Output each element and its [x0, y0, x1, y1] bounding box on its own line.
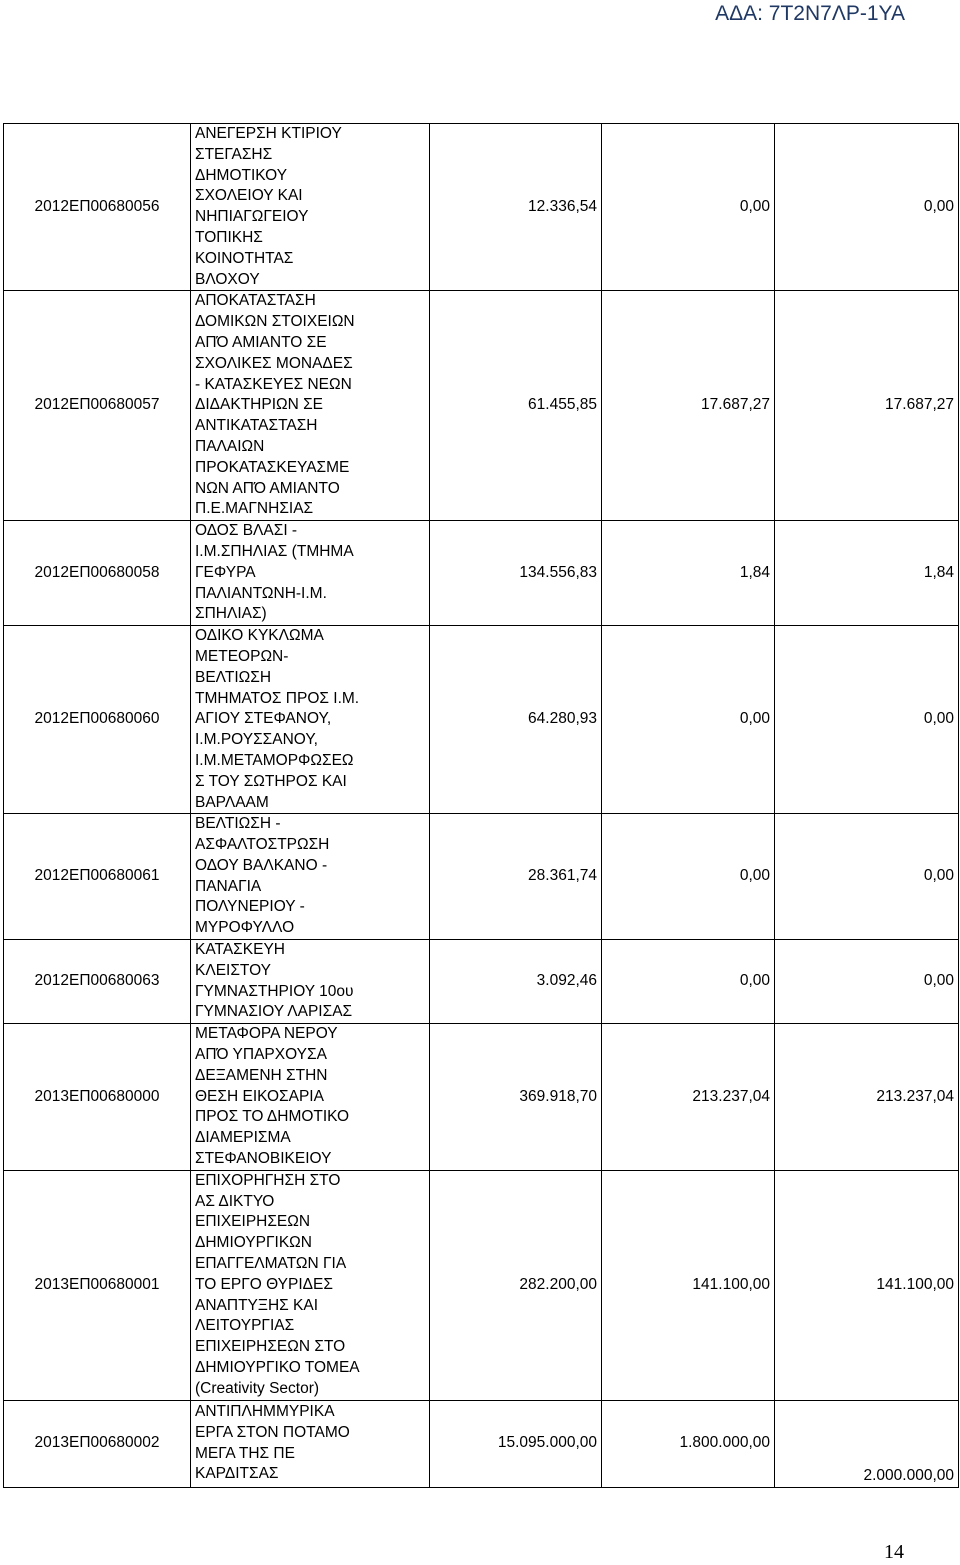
table-row [4, 521, 959, 626]
amount-3: 17.687,27 [775, 291, 959, 521]
amount-1: 282.200,00 [430, 1170, 602, 1400]
amount-3: 0,00 [775, 124, 959, 291]
table-row [4, 814, 959, 940]
project-code: 2012ΕΠ00680063 [4, 940, 191, 1024]
table-row [4, 1400, 959, 1487]
amount-2: 213.237,04 [602, 1024, 775, 1171]
project-code: 2013ΕΠ00680000 [4, 1024, 191, 1171]
amount-2: 17.687,27 [602, 291, 775, 521]
project-description: ΕΠΙΧΟΡΗΓΗΣΗ ΣΤΟ ΑΣ ΔΙΚΤΥΟ ΕΠΙΧΕΙΡΗΣΕΩΝ ΔΗΜΙΟΥΡΓΙΚΩΝ ΕΠΑΓΓΕΛΜΑΤΩΝ ΓΙΑ ΤΟ ΕΡΓΟ ΘΥΡΙΔΕΣ ΑΝΑΠΤΥΞΗΣ ΚΑΙ ΛΕΙΤΟΥΡΓΙΑΣ ΕΠΙΧΕΙΡΗΣΕΩΝ ΣΤΟ ΔΗΜΙΟΥΡΓΙΚΟ ΤΟΜΕΑ (Creativity Sector) [191, 1170, 430, 1400]
project-description: ΒΕΛΤΙΩΣΗ - ΑΣΦΑΛΤΟΣΤΡΩΣΗ ΟΔΟΥ ΒΑΛΚΑΝΟ - ΠΑΝΑΓΙΑ ΠΟΛΥΝΕΡΙΟΥ - ΜΥΡΟΦΥΛΛΟ [191, 814, 430, 940]
table-row [4, 124, 959, 291]
projects-table [3, 123, 959, 1488]
amount-1: 15.095.000,00 [430, 1400, 602, 1487]
amount-3: 0,00 [775, 940, 959, 1024]
table-row [4, 1024, 959, 1171]
amount-3: 213.237,04 [775, 1024, 959, 1171]
project-description: ΟΔΟΣ ΒΛΑΣΙ - Ι.Μ.ΣΠΗΛΙΑΣ (ΤΜΗΜΑ ΓΕΦΥΡΑ ΠΑΛΙΑΝΤΩΝΗ-Ι.Μ. ΣΠΗΛΙΑΣ) [191, 521, 430, 626]
amount-2: 0,00 [602, 814, 775, 940]
table-row [4, 1170, 959, 1400]
amount-1: 134.556,83 [430, 521, 602, 626]
amount-3: 141.100,00 [775, 1170, 959, 1400]
table-row [4, 291, 959, 521]
project-description: ΑΝΤΙΠΛΗΜΜΥΡΙΚΑ ΕΡΓΑ ΣΤΟΝ ΠΟΤΑΜΟ ΜΕΓΑ ΤΗΣ ΠΕ ΚΑΡΔΙΤΣΑΣ [191, 1400, 430, 1487]
table-row [4, 940, 959, 1024]
amount-3: 0,00 [775, 814, 959, 940]
project-code: 2012ΕΠ00680056 [4, 124, 191, 291]
amount-3: 1,84 [775, 521, 959, 626]
amount-3: 0,00 [775, 626, 959, 814]
project-code: 2012ΕΠ00680057 [4, 291, 191, 521]
amount-2: 1,84 [602, 521, 775, 626]
amount-2: 0,00 [602, 626, 775, 814]
project-code: 2013ΕΠ00680002 [4, 1400, 191, 1487]
amount-2: 0,00 [602, 940, 775, 1024]
project-code: 2013ΕΠ00680001 [4, 1170, 191, 1400]
project-code: 2012ΕΠ00680061 [4, 814, 191, 940]
amount-1: 61.455,85 [430, 291, 602, 521]
amount-1: 369.918,70 [430, 1024, 602, 1171]
project-description: ΑΝΕΓΕΡΣΗ ΚΤΙΡΙΟΥ ΣΤΕΓΑΣΗΣ ΔΗΜΟΤΙΚΟΥ ΣΧΟΛΕΙΟΥ ΚΑΙ ΝΗΠΙΑΓΩΓΕΙΟΥ ΤΟΠΙΚΗΣ ΚΟΙΝΟΤΗΤΑΣ ΒΛΟΧΟΥ [191, 124, 430, 291]
amount-1: 12.336,54 [430, 124, 602, 291]
ada-header: ΑΔΑ: 7Τ2Ν7ΛΡ-1ΥΑ [715, 2, 905, 25]
project-description: ΚΑΤΑΣΚΕΥΗ ΚΛΕΙΣΤΟΥ ΓΥΜΝΑΣΤΗΡΙΟΥ 10ου ΓΥΜΝΑΣΙΟΥ ΛΑΡΙΣΑΣ [191, 940, 430, 1024]
amount-2: 0,00 [602, 124, 775, 291]
table-row [4, 626, 959, 814]
amount-1: 28.361,74 [430, 814, 602, 940]
amount-2: 1.800.000,00 [602, 1400, 775, 1487]
amount-1: 64.280,93 [430, 626, 602, 814]
amount-3: 2.000.000,00 [775, 1400, 959, 1487]
project-code: 2012ΕΠ00680058 [4, 521, 191, 626]
project-description: ΑΠΟΚΑΤΑΣΤΑΣΗ ΔΟΜΙΚΩΝ ΣΤΟΙΧΕΙΩΝ ΑΠΌ ΑΜΙΑΝΤΟ ΣΕ ΣΧΟΛΙΚΕΣ ΜΟΝΑΔΕΣ - ΚΑΤΑΣΚΕΥΕΣ ΝΕΩΝ ΔΙΔΑΚΤΗΡΙΩΝ ΣΕ ΑΝΤΙΚΑΤΑΣΤΑΣΗ ΠΑΛΑΙΩΝ ΠΡΟΚΑΤΑΣΚΕΥΑΣΜΕ ΝΩΝ ΑΠΌ ΑΜΙΑΝΤΟ Π.Ε.ΜΑΓΝΗΣΙΑΣ [191, 291, 430, 521]
project-description: ΜΕΤΑΦΟΡΑ ΝΕΡΟΥ ΑΠΌ ΥΠΑΡΧΟΥΣΑ ΔΕΞΑΜΕΝΗ ΣΤΗΝ ΘΕΣΗ ΕΙΚΟΣΑΡΙΑ ΠΡΟΣ ΤΟ ΔΗΜΟΤΙΚΟ ΔΙΑΜΕΡΙΣΜΑ ΣΤΕΦΑΝΟΒΙΚΕΙΟΥ [191, 1024, 430, 1171]
amount-1: 3.092,46 [430, 940, 602, 1024]
project-description: ΟΔΙΚΟ ΚΥΚΛΩΜΑ ΜΕΤΕΟΡΩΝ- ΒΕΛΤΙΩΣΗ ΤΜΗΜΑΤΟΣ ΠΡΟΣ Ι.Μ. ΑΓΙΟΥ ΣΤΕΦΑΝΟΥ, Ι.Μ.ΡΟΥΣΣΑΝΟΥ, Ι.Μ.ΜΕΤΑΜΟΡΦΩΣΕΩ Σ ΤΟΥ ΣΩΤΗΡΟΣ ΚΑΙ ΒΑΡΛΑΑΜ [191, 626, 430, 814]
page-number: 14 [884, 1541, 904, 1563]
project-code: 2012ΕΠ00680060 [4, 626, 191, 814]
amount-2: 141.100,00 [602, 1170, 775, 1400]
